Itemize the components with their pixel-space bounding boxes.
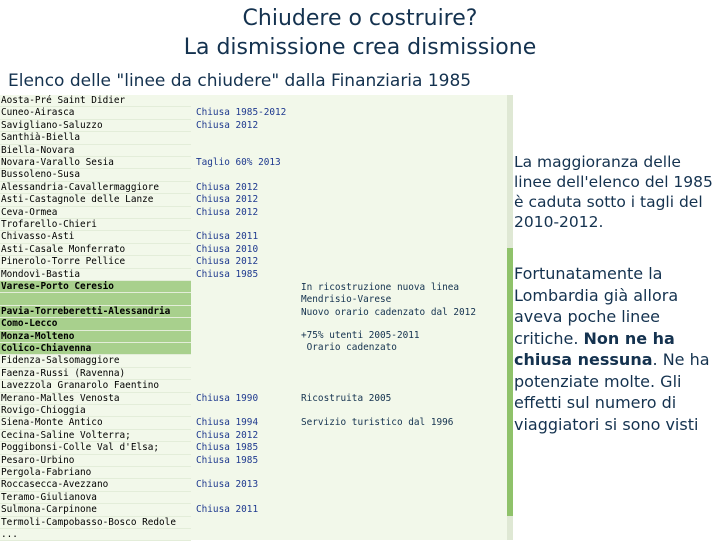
table-row [0,417,507,429]
line-name: Pinerolo-Torre Pellice [0,256,191,268]
table-row [0,120,507,132]
table-row [0,256,507,268]
line-name: Termoli-Campobasso-Bosco Redole [0,517,191,529]
table-row [0,492,507,504]
line-name: Cecina-Saline Volterra; [0,430,191,442]
line-status: Chiusa 2011 [196,504,259,516]
line-name: Siena-Monte Antico [0,417,191,429]
sidebar-para2-end: . Ne ha potenziate molte. Gli effetti sul numero di viaggiatori si sono visti [514,350,710,434]
line-name: Pergola-Fabriano [0,467,191,479]
table-row [0,517,507,529]
table-row [0,182,507,194]
table-row [0,145,507,157]
table-subtitle: Elenco delle "linee da chiudere" dalla Finanziaria 1985 [8,71,472,91]
table-row [0,219,507,231]
table-row [0,479,507,491]
line-name: Mondovì-Bastia [0,269,191,281]
line-name: Trofarello-Chieri [0,219,191,231]
lombardy-note-users: +75% utenti 2005-2011 Orario cadenzato [301,330,420,354]
line-note: Servizio turistico dal 1996 [301,417,454,429]
table-row [0,318,507,330]
lombardy-note-reconstruction: In ricostruzione nuova linea Mendrisio-Varese Nuovo orario cadenzato dal 2012 [301,282,476,318]
sidebar-paragraph-1: La maggioranza delle linee dell'elenco del 1985 è caduta sotto i tagli del 2010-2012. [514,153,713,231]
table-row [0,244,507,256]
line-name: Pesaro-Urbino [0,455,191,467]
line-name: Rovigo-Chioggia [0,405,191,417]
table-row [0,380,507,392]
sidebar-para2-emphasis: Non ne ha chiusa nessuna [514,328,675,369]
table-row [0,529,507,541]
sidebar-para2-start: Fortunatamente la Lombardia già allora aveva poche linee critiche. [514,264,679,348]
table-row [0,455,507,467]
title-line-1: Chiudere o costruire? [242,6,478,31]
line-status: Chiusa 1985-2012 [196,107,287,119]
line-name: Bussoleno-Susa [0,169,191,181]
line-status: Chiusa 1985 [196,442,259,454]
line-status: Chiusa 2012 [196,256,259,268]
table-row [0,157,507,169]
table-row [0,355,507,367]
table-row [0,132,507,144]
line-name: Asti-Casale Monferrato [0,244,191,256]
page-title [0,4,720,62]
line-status: Chiusa 2012 [196,194,259,206]
line-name: Aosta-Pré Saint Didier [0,95,191,107]
table-row [0,430,507,442]
line-name: Asti-Castagnole delle Lanze [0,194,191,206]
line-name: Chivasso-Asti [0,231,191,243]
line-name: Santhià-Biella [0,132,191,144]
line-status: Chiusa 1994 [196,417,259,429]
line-name: Ceva-Ormea [0,207,191,219]
table-row [0,169,507,181]
line-name: Monza-Molteno [0,331,191,343]
line-name: Faenza-Russi (Ravenna) [0,368,191,380]
table-row [0,343,507,355]
line-name: Biella-Novara [0,145,191,157]
line-name: Como-Lecco [0,318,191,330]
table-row [0,194,507,206]
line-status: Taglio 60% 2013 [196,157,281,168]
table-row [0,405,507,417]
sidebar-paragraph-2 [514,263,716,435]
table-row [0,442,507,454]
table-row [0,467,507,479]
title-line-2: La dismissione crea dismissione [183,35,537,60]
line-name: Teramo-Giulianova [0,492,191,504]
line-status: Chiusa 2012 [196,119,259,131]
table-row [0,231,507,243]
table-row [0,269,507,281]
line-name: Cuneo-Airasca [0,107,191,119]
line-name: Varese-Porto Ceresio [0,281,191,293]
line-name: Novara-Varallo Sesia [0,157,191,169]
line-status: Chiusa 2012 [196,429,259,441]
line-note: Ricostruita 2005 [301,392,392,404]
line-name: Alessandria-Cavallermaggiore [0,182,191,194]
line-name: Roccasecca-Avezzano [0,479,191,491]
line-status: Chiusa 2013 [196,479,259,491]
line-name: Pavia-Torreberetti-Alessandria [0,306,191,318]
line-name: Colico-Chiavenna [0,343,191,355]
line-name: Lavezzola Granarolo Faentino [0,380,191,392]
line-name: Merano-Malles Venosta [0,393,191,405]
line-status: Chiusa 2012 [196,181,259,193]
line-status: Chiusa 2010 [196,243,259,255]
line-status: Chiusa 1985 [196,268,259,280]
line-name: Savigliano-Saluzzo [0,120,191,132]
table-row [0,331,507,343]
table-row [0,504,507,516]
line-name: ... [0,529,191,541]
table-row [0,393,507,405]
table-row [0,207,507,219]
line-name: Poggibonsi-Colle Val d'Elsa; [0,442,191,454]
table-row [0,107,507,119]
line-status: Chiusa 2012 [196,206,259,218]
line-name [0,293,191,305]
line-status: Chiusa 2011 [196,231,259,243]
table-row [0,95,507,107]
table-row [0,368,507,380]
line-status: Chiusa 1985 [196,454,259,466]
line-status: Chiusa 1990 [196,392,259,404]
line-name: Fidenza-Salsomaggiore [0,355,191,367]
side-accent-strip [507,248,513,516]
line-name: Sulmona-Carpinone [0,504,191,516]
